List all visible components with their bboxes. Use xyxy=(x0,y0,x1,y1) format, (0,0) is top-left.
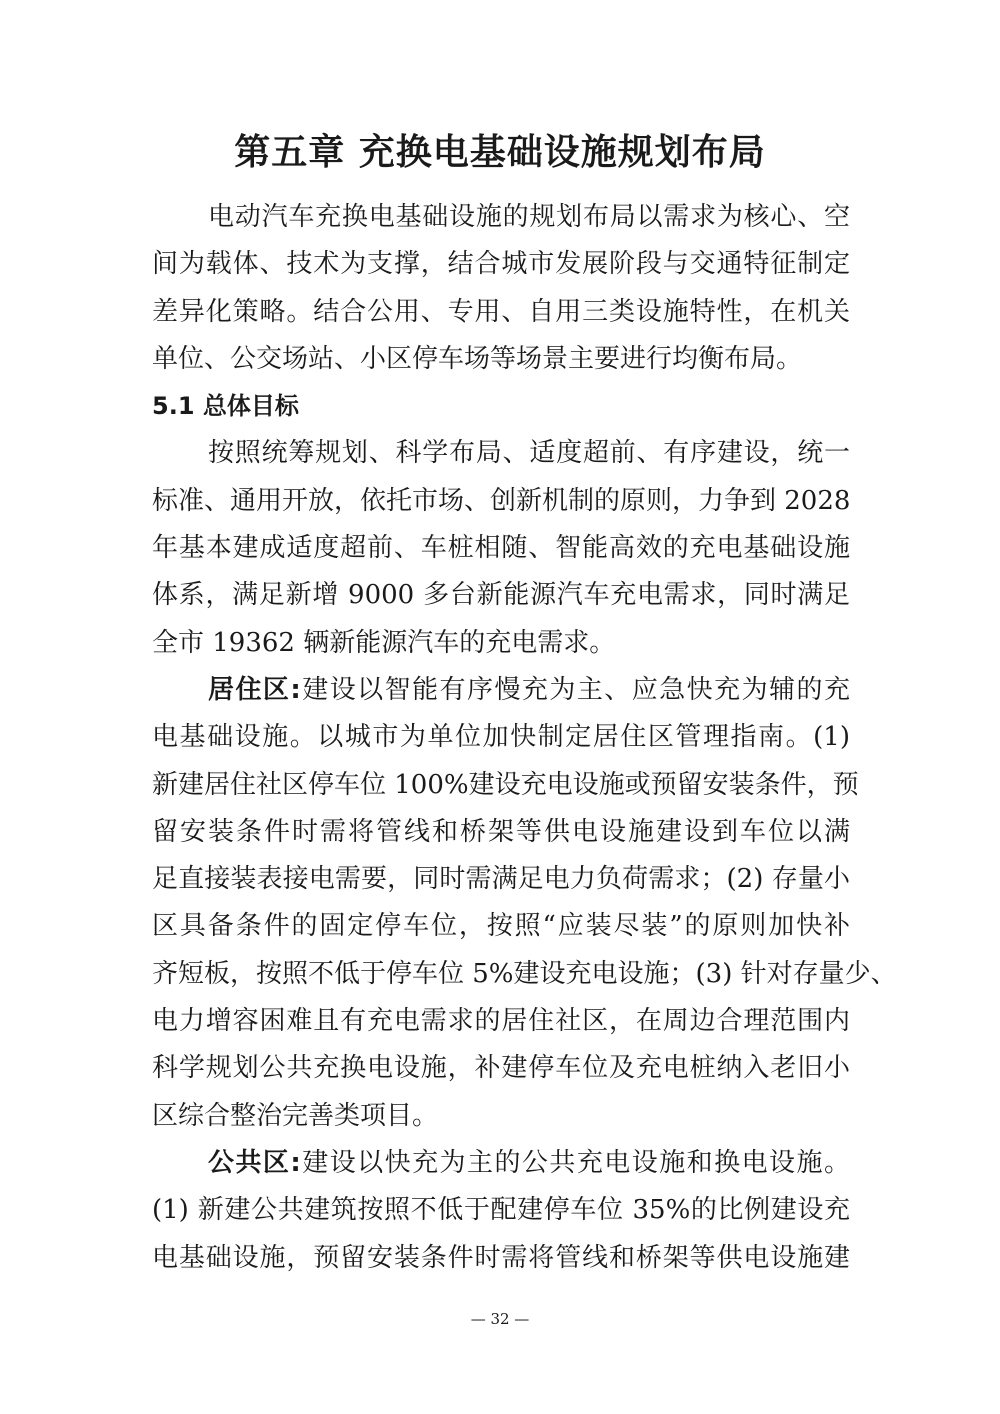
residential-lead: 居住区: xyxy=(208,674,301,705)
public-paragraph xyxy=(152,1140,850,1282)
text-line xyxy=(152,667,850,714)
text-line: 齐短板，按照不低于停车位 5%建设充电设施；(3) 针对存量少、 xyxy=(152,958,897,989)
text-line: 区综合整治完善类项目。 xyxy=(152,1100,439,1131)
text-line: 体系，满足新增 9000 多台新能源汽车充电需求，同时满足 xyxy=(152,580,850,611)
goal-paragraph xyxy=(152,430,850,666)
text-line: 标准、通用开放，依托市场、创新机制的原则，力争到 2028 xyxy=(152,485,851,516)
residential-paragraph xyxy=(152,667,897,1140)
text-line: 电动汽车充换电基础设施的规划布局以需求为核心、空 xyxy=(208,202,850,232)
text-line: 科学规划公共充换电设施，补建停车位及充电桩纳入老旧小 xyxy=(152,1053,850,1084)
text-line: 全市 19362 辆新能源汽车的充电需求。 xyxy=(152,627,616,658)
text-line: 留安装条件时需将管线和桥架等供电设施建设到车位以满 xyxy=(152,816,850,847)
text-line: 差异化策略。结合公用、专用、自用三类设施特性，在机关 xyxy=(152,296,850,327)
text-line xyxy=(152,1140,850,1187)
section-heading: 5.1 总体目标 xyxy=(152,392,299,421)
document-body xyxy=(152,194,897,1282)
text-line: 电基础设施，预留安装条件时需将管线和桥架等供电设施建 xyxy=(152,1242,850,1273)
text-line: 区具备条件的固定停车位，按照“应装尽装”的原则加快补 xyxy=(152,911,850,942)
text-line: 电基础设施。以城市为单位加快制定居住区管理指南。(1) xyxy=(152,722,850,753)
intro-paragraph xyxy=(152,194,850,383)
text-line: 按照统筹规划、科学布局、适度超前、有序建设，统一 xyxy=(208,438,850,469)
text-line: 单位、公交场站、小区停车场等场景主要进行均衡布局。 xyxy=(152,343,803,374)
public-lead: 公共区: xyxy=(208,1147,301,1178)
text-line: 电力增容困难且有充电需求的居住社区，在周边合理范围内 xyxy=(152,1006,850,1037)
residential-first-line: 建设以智能有序慢充为主、应急快充为辅的充 xyxy=(300,674,850,705)
public-first-line: 建设以快充为主的公共充电设施和换电设施。 xyxy=(300,1147,850,1178)
text-line: 间为载体、技术为支撑，结合城市发展阶段与交通特征制定 xyxy=(152,249,850,280)
chapter-title: 第五章 充换电基础设施规划布局 xyxy=(234,132,766,173)
text-line: 新建居住社区停车位 100%建设充电设施或预留安装条件，预 xyxy=(152,769,859,800)
page-number: — 32 — xyxy=(470,1310,530,1328)
text-line: 足直接装表接电需要，同时需满足电力负荷需求；(2) 存量小 xyxy=(152,864,850,895)
text-line: 年基本建成适度超前、车桩相随、智能高效的充电基础设施 xyxy=(152,533,850,564)
text-line: (1) 新建公共建筑按照不低于配建停车位 35%的比例建设充 xyxy=(152,1195,850,1226)
